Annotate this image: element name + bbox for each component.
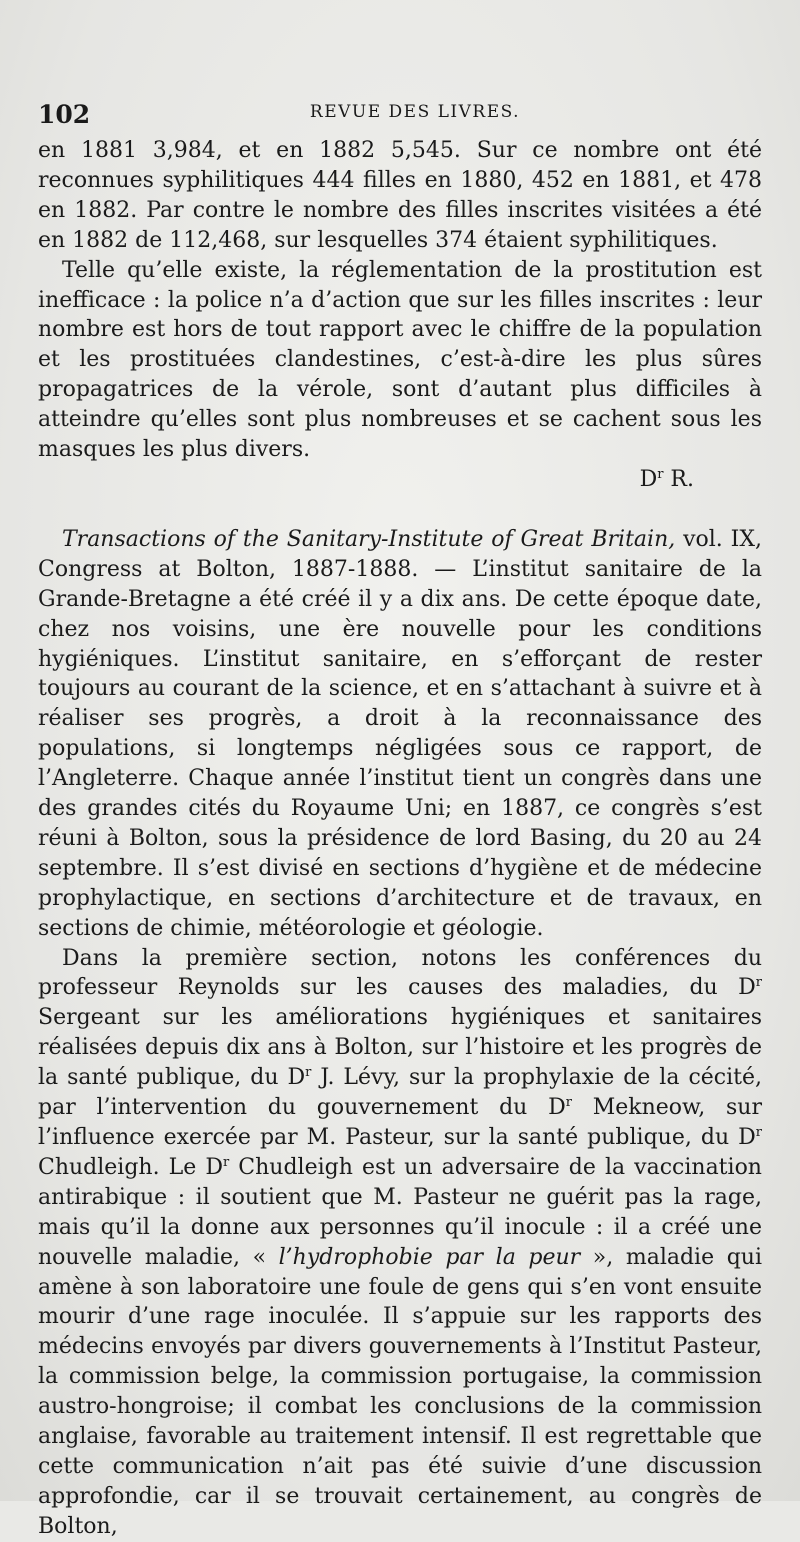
review-text: vol. IX, Congress at Bolton, 1887-1888. — L’institut sanitaire de la Grande-Bretagne a été créé il y a dix ans. De cette époque date, chez nos voisins, une ère nouvelle pour les conditions hygiéniques. L’institut sanitaire, en s’efforçant de rester toujours au courant de la science, et en s’attachant à suivre et à réaliser ses progrès, a droit à la reconnaissance des populations, si longtemps négligées sous ce rapport, de l’Angleterre. Chaque année l’institut tient un congrès dans une des grandes cités du Royaume Uni; en 1887, ce congrès s’est réuni à Bolton, sous la présidence de lord Basing, du 20 au 24 septembre. Il s’est divisé en sections d’hygiène et de médecine prophylactique, en sections d’architecture et de travaux, en sections de chimie, météorologie et géologie. [38,526,762,941]
text-run: Chudleigh. Le D [38,1154,223,1180]
signature-name: R. [663,466,694,492]
section-gap [38,495,762,525]
superscript: r [565,1095,572,1111]
superscript: r [223,1154,230,1170]
text-run: J. Lévy, sur la prophylaxie de la cécité, par l’intervention du gouvernement du D [38,1065,763,1121]
signature-prefix: D [639,466,658,492]
superscript: r [305,1065,312,1081]
text-run: », maladie qui amène à son laboratoire une foule de gens qui s’en vont ensuite mourir d’une rage inoculée. Il s’appuie sur les rapports des médecins envoyés par divers gouvernements à l’Institut Pasteur, la commission belge, la commission portugaise, la commission austro-hongroise; il combat les conclusions de la commission anglaise, favorable au traitement intensif. Il est regrettable que cette communication n’ait pas été suivie d’une discussion approfondie, car il se trouvait certainement, au congrès de Bolton, [38,1244,762,1539]
text-run: Chudleigh est un adversaire de la vaccination antirabique : il soutient que M. Pasteur ne guérit pas la rage, mais qu’il la donne aux personnes qu’il inocule : il a créé une nouvelle maladie, « [38,1154,762,1270]
review-title: Transactions of the Sanitary-Institute of Great Britain, [62,526,676,552]
paragraph-regulation: Telle qu’elle existe, la réglementation de la prostitution est inefficace : la police n’a d’action que sur les filles inscrites : leur nombre est hors de tout rapport avec le chiffre de la population et les prostituées clandestines, c’est-à-dire les plus sûres propagatrices de la vérole, sont d’autant plus difficiles à atteindre qu’elles sont plus nombreuses et se cachent sous les masques les plus divers. [38,257,762,463]
superscript: r [755,1125,762,1140]
paragraph-first-section [38,944,762,1542]
signature-superscript: r [657,466,664,482]
paragraph-review [38,525,762,944]
paragraph-statistics: en 1881 3,984, et en 1882 5,545. Sur ce nombre ont été reconnues syphilitiques 444 filles en 1880, 452 en 1881, et 478 en 1882. Par contre le nombre des filles inscrites visitées a été en 1882 de 112,468, sur lesquelles 374 étaient syphilitiques. [38,138,762,253]
body-text [38,136,762,1542]
text-run: Mekneow, sur l’influence exercée par M. Pasteur, sur la santé publique, du D [38,1095,762,1150]
quoted-term: l’hydrophobie par la peur [278,1244,581,1270]
text-run: Dans la première section, notons les conférences du professeur Reynolds sur les causes des maladies, du D [38,945,762,1001]
page-number: 102 [38,100,91,129]
running-head: REVUE DES LIVRES. [309,102,521,122]
superscript: r [755,975,762,991]
page-header [38,96,762,136]
text-run: Sergeant sur les améliorations hygiéniques et sanitaires réalisées depuis dix ans à Bolton, sur l’histoire et les progrès de la santé publique, du D [38,1005,762,1091]
author-signature [38,465,762,495]
